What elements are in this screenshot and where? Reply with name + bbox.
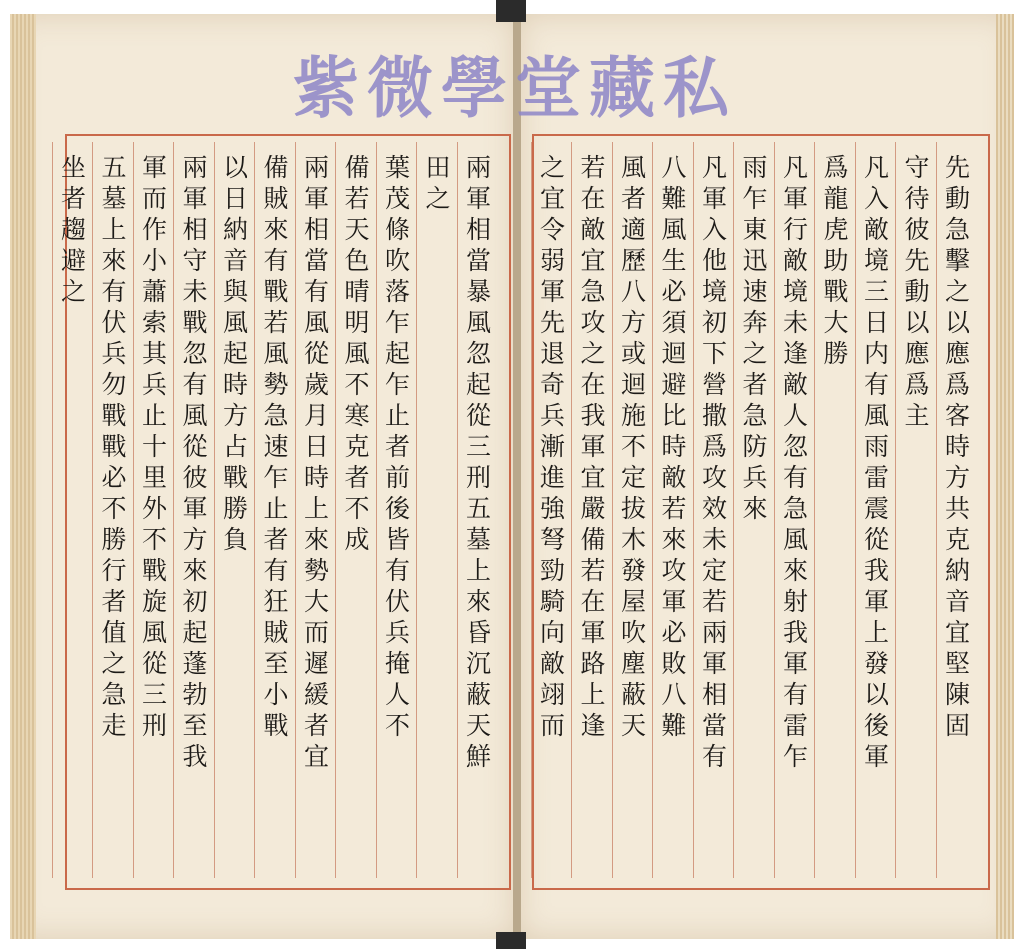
spine-clip <box>496 932 526 949</box>
page-edge <box>996 14 1014 939</box>
right-column-5: 凡軍行敵境未逢敵人忽有急風來射我軍有雷乍 <box>779 154 809 774</box>
left-column-11: 坐者趨避之 <box>57 154 87 309</box>
left-column-2: 田之 <box>422 154 451 216</box>
right-column-10: 若在敵宜急攻之在我軍宜嚴備若在軍路上逢 <box>577 154 606 743</box>
left-column-5: 兩軍相當有風從歲月日時上來勢大而遲緩者宜 <box>300 154 330 774</box>
left-column-4: 備若天色晴明風不寒克者不成 <box>341 154 370 557</box>
right-column-4: 爲龍虎助戰大勝 <box>820 154 849 371</box>
left-column-1: 兩軍相當暴風忽起從三刑五墓上來昏沉蔽天鮮 <box>462 154 492 774</box>
right-column-7: 凡軍入他境初下營撒爲攻效未定若兩軍相當有 <box>698 154 728 774</box>
right-column-9: 風者適歷八方或迴施不定拔木發屋吹塵蔽天 <box>617 154 647 743</box>
left-column-3: 葉茂條吹落乍起乍止者前後皆有伏兵掩人不 <box>381 154 411 743</box>
spine-clip <box>496 0 526 22</box>
left-column-8: 兩軍相守未戰忽有風從彼軍方來初起蓬勃至我 <box>179 154 208 774</box>
collector-stamp: 紫微學堂藏私 <box>293 49 737 127</box>
right-column-1: 先動急擊之以應爲客時方共克納音宜堅陳固 <box>941 154 971 743</box>
left-column-10: 五墓上來有伏兵勿戰戰必不勝行者值之急走 <box>98 154 127 743</box>
right-column-3: 凡入敵境三日内有風雨雷震從我軍上發以後軍 <box>860 154 890 774</box>
left-column-7: 以日納音與風起時方占戰勝負 <box>219 154 249 557</box>
column-rule <box>416 142 457 878</box>
page-edge <box>10 14 36 939</box>
right-column-2: 守待彼先動以應爲主 <box>901 154 930 433</box>
left-column-6: 備賊來有戰若風勢急速乍止者有狂賊至小戰 <box>260 154 289 743</box>
right-column-11: 之宜令弱軍先退奇兵漸進強弩勁騎向敵翊而 <box>536 154 566 743</box>
right-column-6: 雨乍東迅速奔之者急防兵來 <box>739 154 768 526</box>
gutter <box>513 14 521 939</box>
book-spread <box>10 14 1014 939</box>
left-column-9: 軍而作小蕭索其兵止十里外不戰旋風從三刑 <box>138 154 168 743</box>
right-column-8: 八難風生必須迴避比時敵若來攻軍必敗八難 <box>658 154 687 743</box>
